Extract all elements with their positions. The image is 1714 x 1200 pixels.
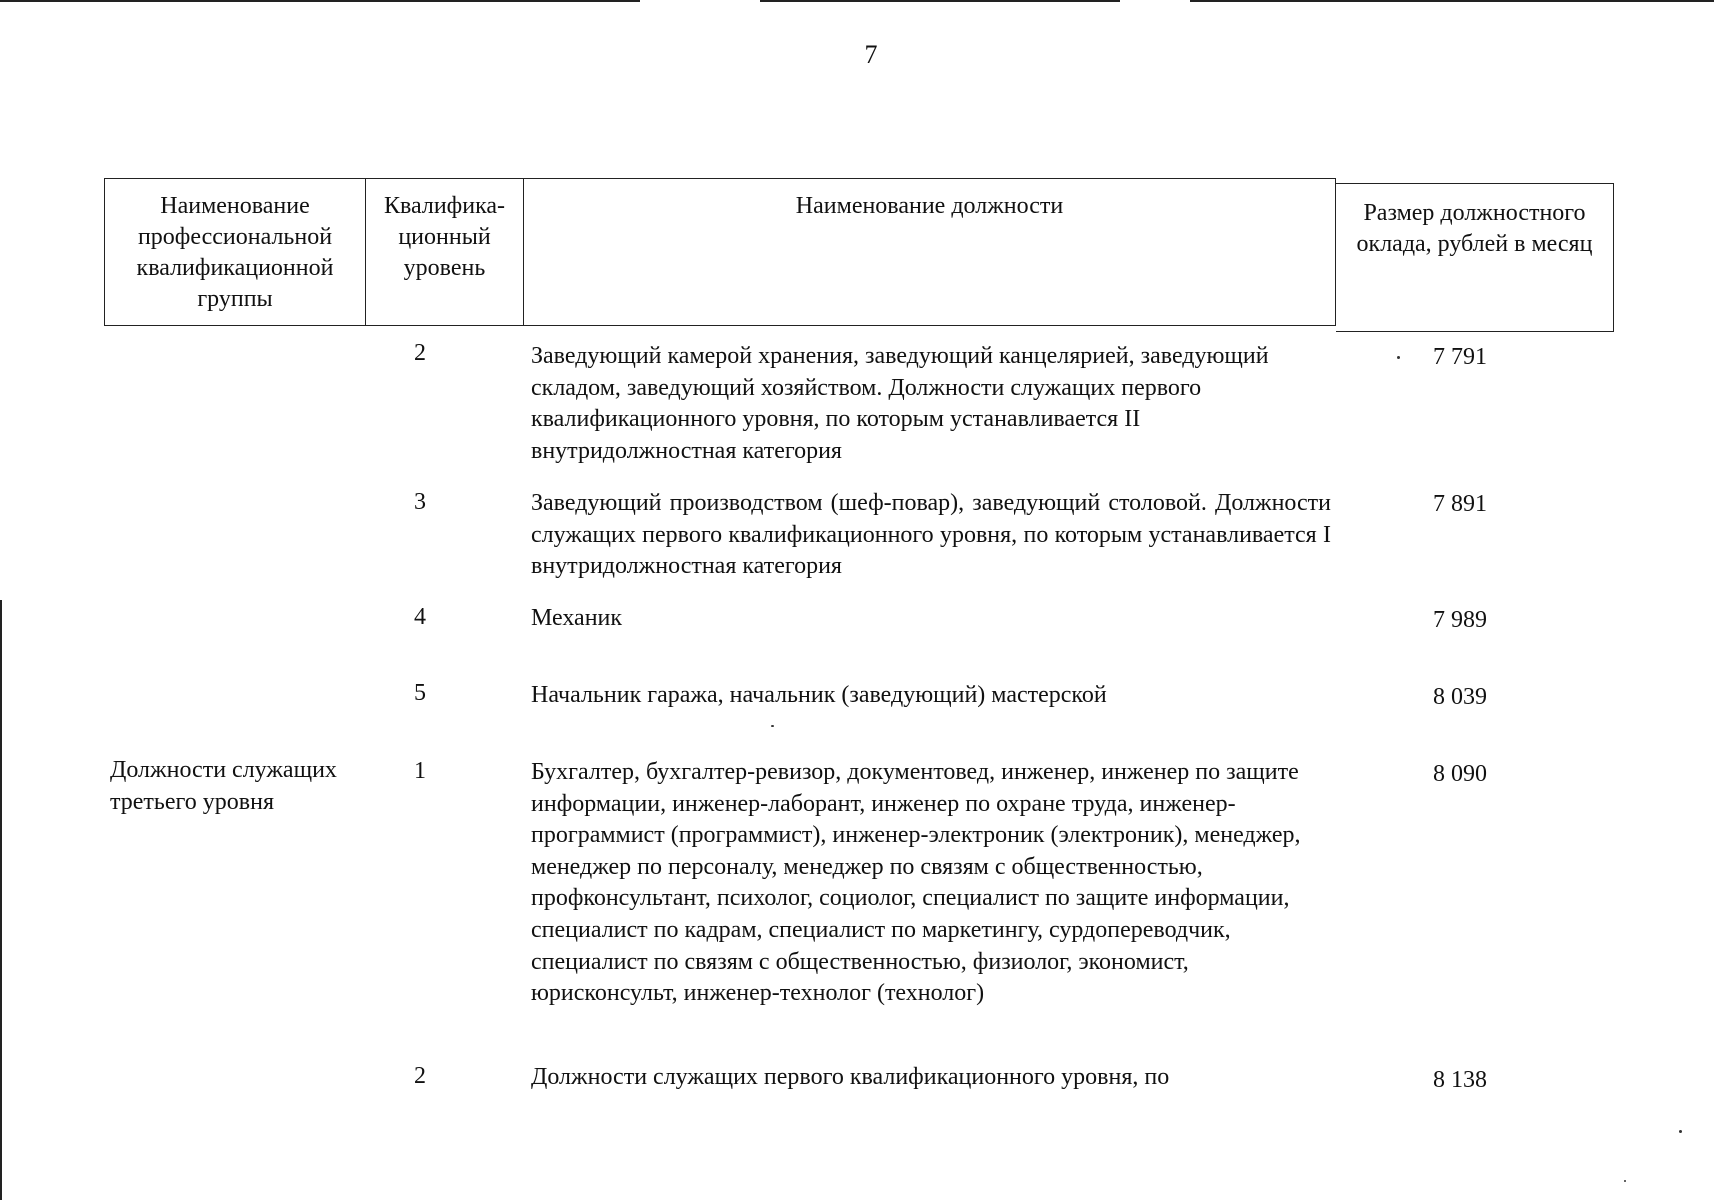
- row-positions: Бухгалтер, бухгалтер-ревизор, документовед, инженер, инженер по защите информации, инженер-лаборант, инженер по охране труда, инженер-программист (программист), инженер-электроник (электроник), менеджер, менеджер по персоналу, менеджер по связям с общественностью, профконсультант, психолог, социолог, специалист по защите информации, специалист по кадрам, специалист по маркетингу, сурдопереводчик, специалист по связям с общественностью, физиолог, экономист, юрисконсульт, инженер-технолог (технолог): [531, 759, 1301, 1007]
- row-level: 3: [414, 489, 426, 515]
- row-group: Должности служащих третьего уровня: [110, 757, 337, 815]
- scan-edge-gap: [640, 0, 760, 3]
- row-level: 1: [414, 758, 426, 784]
- scan-edge-top: [0, 0, 1714, 2]
- row-salary: 8 090: [1433, 761, 1487, 787]
- header-group: Наименование профессиональной квалификационной группы: [104, 178, 366, 326]
- row-positions: Должности служащих первого квалификационного уровня, по: [531, 1064, 1170, 1090]
- row-positions: Начальник гаража, начальник (заведующий) мастерской: [531, 682, 1107, 708]
- scan-edge-gap: [1120, 0, 1190, 3]
- header-level: Квалифика- ционный уровень: [366, 178, 524, 326]
- scan-speck: [1679, 1130, 1682, 1133]
- row-level: 5: [414, 680, 426, 706]
- row-salary: 8 138: [1433, 1067, 1487, 1093]
- row-salary: 8 039: [1433, 684, 1487, 710]
- scan-speck: [771, 725, 774, 727]
- row-salary: 7 791: [1433, 344, 1487, 370]
- row-positions: Механик: [531, 605, 623, 631]
- row-level: 2: [414, 1063, 426, 1089]
- row-salary: 7 891: [1433, 491, 1487, 517]
- row-salary: 7 989: [1433, 607, 1487, 633]
- header-salary: Размер должностного оклада, рублей в месяц: [1336, 183, 1614, 332]
- scan-speck: [1397, 356, 1400, 359]
- row-level: 2: [414, 340, 426, 366]
- scan-speck: [1624, 1180, 1626, 1182]
- scan-edge-left: [0, 600, 2, 1200]
- page-number: 7: [864, 40, 878, 69]
- row-level: 4: [414, 604, 426, 630]
- header-position: Наименование должности: [524, 178, 1336, 326]
- row-positions: Заведующий производством (шеф-повар), заведующий столовой. Должности служащих первого квалификационного уровня, по которым устанавливается I внутридолжностная категория: [531, 490, 1331, 580]
- row-positions: Заведующий камерой хранения, заведующий канцелярией, заведующий складом, заведующий хозяйством. Должности служащих первого квалификационного уровня, по которым устанавливается II внутридолжностная категория: [531, 343, 1269, 464]
